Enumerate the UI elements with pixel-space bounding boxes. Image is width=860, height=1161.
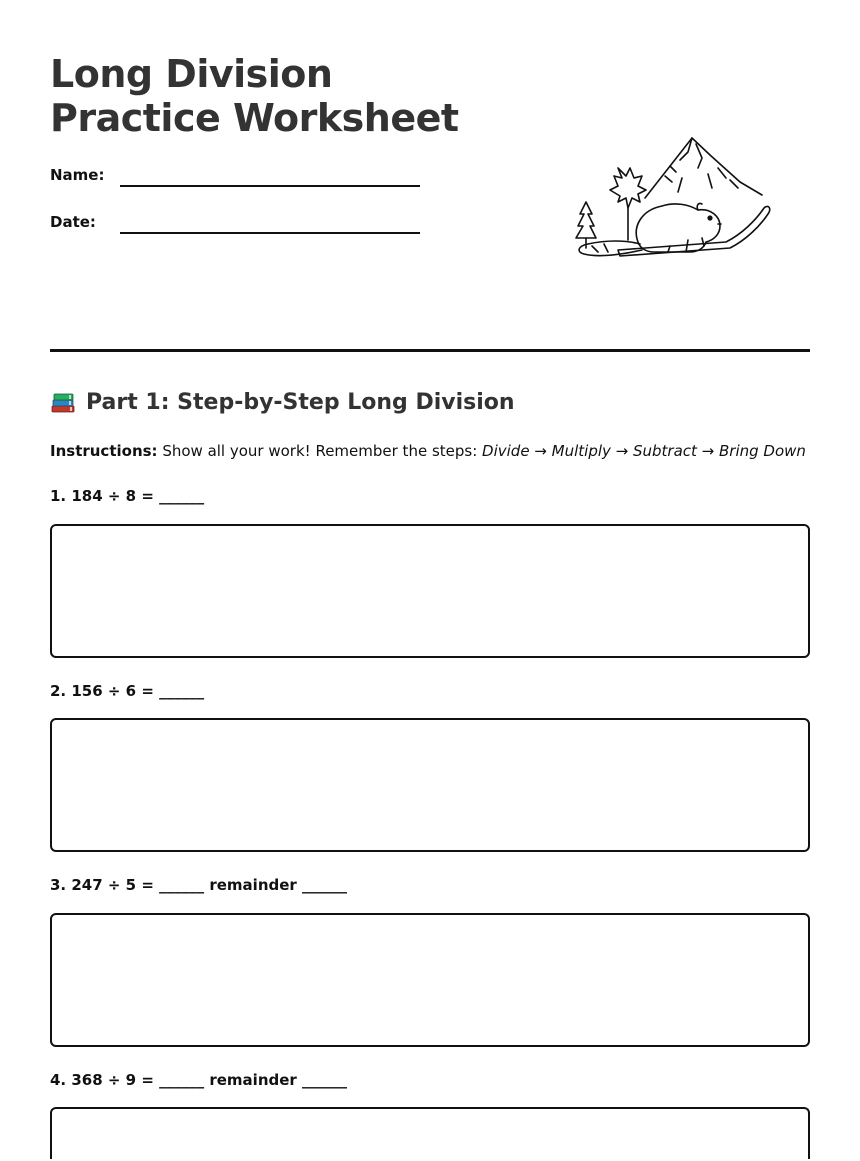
- books-icon: [50, 390, 76, 416]
- name-label: Name:: [50, 166, 105, 184]
- problem-label: 4. 368 ÷ 9 = ______ remainder ______: [50, 1071, 348, 1089]
- date-label: Date:: [50, 213, 96, 231]
- instructions-lead: Instructions:: [50, 442, 158, 460]
- worksheet-page: [50, 0, 810, 1161]
- work-box[interactable]: [50, 718, 810, 852]
- name-field-row: [50, 165, 420, 189]
- instructions: [50, 440, 806, 462]
- problem-label: 2. 156 ÷ 6 = ______: [50, 682, 205, 700]
- problem-label: 1. 184 ÷ 8 = ______: [50, 487, 205, 505]
- instructions-steps: Divide → Multiply → Subtract → Bring Down: [482, 442, 806, 460]
- worksheet-title: Long Division Practice Worksheet: [50, 52, 459, 140]
- date-line: [120, 232, 420, 234]
- work-box[interactable]: [50, 1107, 810, 1159]
- name-line: [120, 185, 420, 187]
- work-box[interactable]: [50, 524, 810, 658]
- beaver-mountain-illustration-icon: [570, 130, 780, 265]
- header-divider: [50, 349, 810, 352]
- work-box[interactable]: [50, 913, 810, 1047]
- section-title-text: Part 1: Step-by-Step Long Division: [86, 390, 515, 415]
- instructions-text: Show all your work! Remember the steps:: [157, 442, 483, 460]
- section-title: [50, 388, 515, 418]
- problem-label: 3. 247 ÷ 5 = ______ remainder ______: [50, 876, 348, 894]
- date-field-row: [50, 212, 420, 236]
